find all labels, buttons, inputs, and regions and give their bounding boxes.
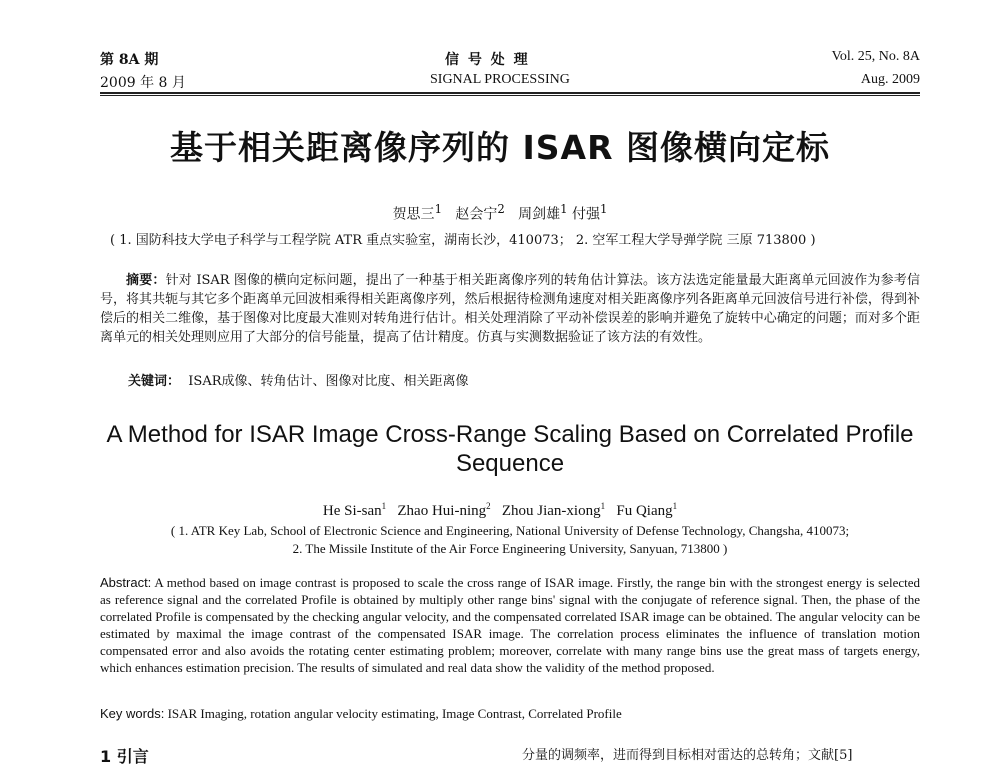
author-en: He Si-san [322, 503, 382, 519]
author-en: Zhou Jian-xiong [501, 503, 601, 519]
author-sup: 1 [560, 202, 568, 216]
date-en: Aug. 2009 [860, 72, 920, 87]
volume-number: Vol. 25, No. 8A [831, 49, 920, 64]
date-cn: 2009 年 8 月 [100, 75, 186, 91]
journal-title-cn: 信 号 处 理 [445, 52, 530, 68]
abstract-en-label: Abstract: [100, 575, 152, 590]
keywords-cn-text: ISAR成像、转角估计、图像对比度、相关距离像 [188, 374, 469, 389]
author-sup: 1 [600, 202, 608, 216]
affiliation-en-line-2: 2. The Missile Institute of the Air Force Engineering University, Sanyuan, 713800 ) [292, 541, 728, 556]
issue-number: 第 8A 期 [100, 52, 159, 68]
body-text-column-2: 分量的调频率，进而得到目标相对雷达的总转角；文献[5] [522, 748, 853, 763]
authors-en [0, 501, 1000, 520]
authors-cn [0, 202, 1000, 224]
author-cn: 赵会宁 [455, 206, 498, 223]
keywords-en [100, 706, 622, 722]
keywords-en-text: ISAR Imaging, rotation angular velocity estimating, Image Contrast, Correlated Profile [167, 706, 622, 721]
paper-title-en: A Method for ISAR Image Cross-Range Scaling Based on Correlated Profile Sequence [106, 421, 914, 477]
keywords-en-label: Key words: [100, 706, 165, 721]
author-sup: 2 [486, 501, 491, 511]
section-heading-introduction: 1 引言 [100, 747, 149, 766]
header-rule-thin [100, 95, 920, 96]
header-rule [100, 92, 920, 94]
author-sup: 2 [497, 202, 505, 216]
abstract-cn-text: 针对 ISAR 图像的横向定标问题，提出了一种基于相关距离像序列的转角估计算法。该方法选定能量最大距离单元回波作为参考信号，将其共轭与其它多个距离单元回波相乘得相关距离像序列，然后根据待检测角速度对相关距离像序列各距离单元回波信号进行补偿，得到补偿后的相关二维像，基于图像对比度最大准则对转角进行估计。相关处理消除了平动补偿误差的影响并避免了旋转中心确定的问题；而对多个距离单元的相关处理则应用了大部分的信号能量，提高了估计精度。仿真与实测数据验证了该方法的有效性。 [100, 273, 920, 345]
author-sup: 1 [434, 202, 442, 216]
affiliation-en [100, 522, 920, 558]
abstract-en [100, 574, 920, 676]
abstract-cn [100, 271, 920, 347]
author-sup: 1 [381, 501, 387, 511]
paper-title-cn: 基于相关距离像序列的 ISAR 图像横向定标 [170, 128, 830, 167]
author-cn: 贺思三 [392, 206, 435, 223]
keywords-cn [128, 370, 469, 389]
author-cn: 付强 [572, 206, 600, 223]
journal-title-en: SIGNAL PROCESSING [430, 72, 570, 87]
abstract-cn-label: 摘要： [126, 273, 166, 288]
affiliation-cn: ( 1. 国防科技大学电子科学与工程学院 ATR 重点实验室，湖南长沙，410073； 2. 空军工程大学导弹学院 三原 713800 ) [110, 233, 816, 248]
author-en: Fu Qiang [616, 503, 673, 519]
author-sup: 1 [672, 501, 678, 511]
abstract-en-text: A method based on image contrast is proposed to scale the cross range of ISAR image. Firstly, the range bin with the strongest energy is selected as reference signal and the correlated Profile is obtained by multiply other range bins' signal with the conjugate of reference signal. Then, the phase of the correlated Profile is compensated by the checking angular velocity, and the compensated correlated ISAR image can be obtained. The angular velocity can be estimated by maximal the image contrast of the compensated ISAR image. The correlation process eliminates the influence of translation motion compensated error and also avoids the rotating center estimating problem; moreover, correlate with many range bins use the great mass of targets energy, which enhances estimation precision. The results of simulated and real data show the validity of the method proposed. [100, 575, 920, 675]
author-cn: 周剑雄 [518, 206, 561, 223]
affiliation-en-line-1: ( 1. ATR Key Lab, School of Electronic Science and Engineering, National University of Defense Technology, Changsha, 410073; [170, 523, 850, 538]
author-sup: 1 [600, 501, 606, 511]
keywords-cn-label: 关键词： [128, 374, 181, 389]
author-en: Zhao Hui-ning [397, 503, 487, 519]
